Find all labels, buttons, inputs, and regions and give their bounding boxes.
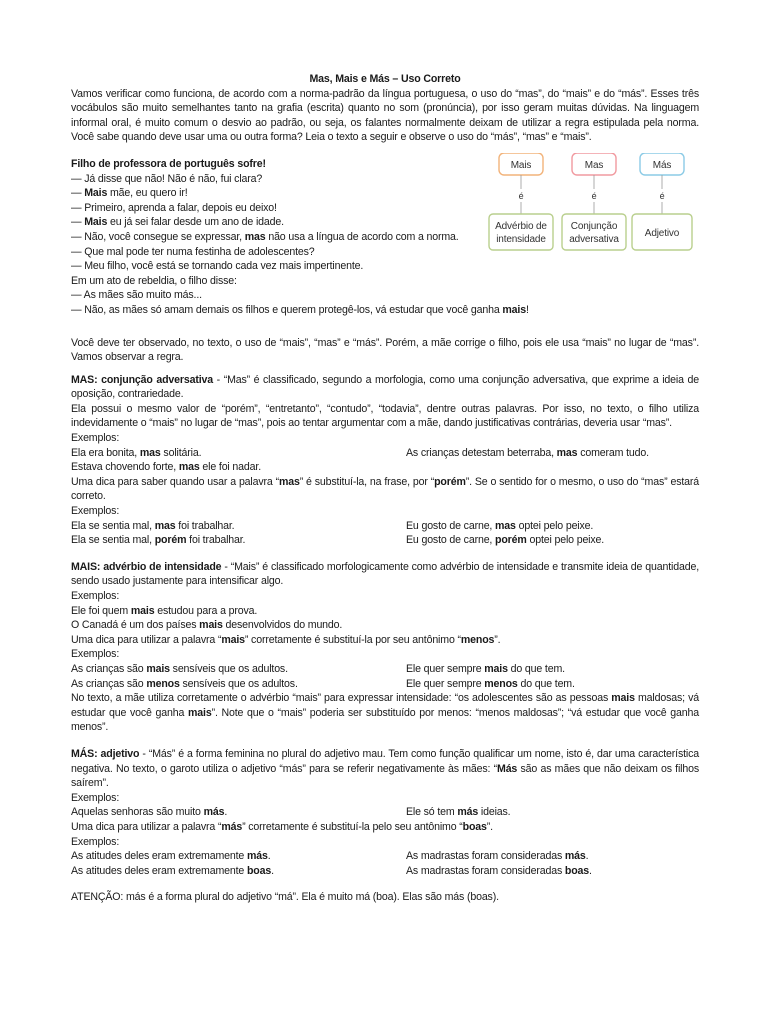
example-line: O Canadá é um dos países mais desenvolvidos do mundo. bbox=[71, 619, 343, 632]
examples-label: Exemplos: bbox=[71, 835, 120, 848]
example-row: As atitudes deles eram extremamente más. As madrastas foram consideradas más. bbox=[71, 850, 589, 863]
examples-label: Exemplos: bbox=[71, 648, 120, 661]
story-heading: Filho de professora de português sofre! bbox=[71, 157, 266, 170]
story-line: — Meu filho, você está se tornando cada vez mais impertinente. bbox=[71, 260, 364, 273]
example-row: As crianças são mais sensíveis que os adultos. Ele quer sempre mais do que tem. bbox=[71, 662, 565, 675]
examples-label: Exemplos: bbox=[71, 505, 120, 518]
examples-label: Exemplos: bbox=[71, 791, 120, 804]
story-line: — Que mal pode ter numa festinha de adolescentes? bbox=[71, 245, 315, 258]
examples-label: Exemplos: bbox=[71, 432, 120, 445]
mas-adjective-intro: MÁS: adjetivo - “Más” é a forma feminina no plural do adjetivo mau. Tem como função qualificar um nome, isto é, dar uma característica negativa. No texto, o garoto utiliza o adjetivo “más” para se referir negativamente às mães: “Más são as mães que não deixam os filhos saírem”. bbox=[71, 747, 699, 790]
observe-paragraph: Você deve ter observado, no texto, o uso de “mais”, “mas” e “más”. Porém, a mãe corrige o filho, pois ele usa “mais” no lugar de “mas”. Vamos observar a regra. bbox=[71, 336, 699, 364]
example-row: Ela se sentia mal, porém foi trabalhar. Eu gosto de carne, porém optei pelo peixe. bbox=[71, 534, 605, 547]
adjetivo-label: Adjetivo bbox=[644, 227, 680, 239]
document-page bbox=[71, 72, 699, 905]
story-section bbox=[71, 157, 699, 318]
story-line: — Primeiro, aprenda a falar, depois eu deixo! bbox=[71, 201, 277, 214]
example-row: Ela se sentia mal, mas foi trabalhar. Eu gosto de carne, mas optei pelo peixe. bbox=[71, 519, 594, 532]
example-line: Estava chovendo forte, mas ele foi nadar. bbox=[71, 461, 261, 474]
mais-verb: é bbox=[518, 190, 524, 201]
mas-section-intro: MAS: conjunção adversativa - “Mas” é classificado, segundo a morfologia, como uma conjunção adversativa, que exprime a ideia de oposição, contrariedade. bbox=[71, 373, 699, 401]
conjuncao-label-2: adversativa bbox=[569, 233, 619, 245]
mais-tip: Uma dica para utilizar a palavra “mais” corretamente é substituí-la por seu antônimo “menos”. bbox=[71, 633, 501, 646]
mas-adjective-tip: Uma dica para utilizar a palavra “más” corretamente é substituí-la pelo seu antônimo “boas”. bbox=[71, 820, 493, 833]
examples-label: Exemplos: bbox=[71, 590, 120, 602]
example-row: Aquelas senhoras são muito más. Ele só tem más ideias. bbox=[71, 806, 511, 819]
story-line: — Mais eu já sei falar desde um ano de idade. bbox=[71, 216, 284, 229]
intro-paragraph: Vamos verificar como funciona, de acordo com a norma-padrão da língua portuguesa, o uso do “mas”, do “mais” e do “más”. Esses três vocábulos são muito semelhantes tanto na grafia (escrita) quanto no som (pronúncia), por isso geram muitas dúvidas. Na linguagem informal oral, é muito comum o desvio ao padrão, ou seja, os falantes normalmente deixam de utilizar a regra estipulada pela norma. Você sabe quando deve usar uma ou outra forma? Leia o texto a seguir e observe o uso do “más”, “mas” e “mais”. bbox=[71, 87, 699, 144]
adverbio-label-2: intensidade bbox=[496, 233, 546, 245]
word-class-diagram bbox=[486, 153, 706, 263]
story-line: — Não, as mães só amam demais os filhos e querem protegê-los, vá estudar que você ganha mais! bbox=[71, 303, 529, 316]
page-title: Mas, Mais e Más – Uso Correto bbox=[309, 73, 461, 85]
example-row: As crianças são menos sensíveis que os adultos. Ele quer sempre menos do que tem. bbox=[71, 677, 575, 690]
mas-tip: Uma dica para saber quando usar a palavra “mas” é substituí-la, na frase, por “porém”. Se o sentido for o mesmo, o uso do “mas” estará correto. bbox=[71, 475, 699, 503]
example-row: Ela era bonita, mas solitária. As crianças detestam beterraba, mas comeram tudo. bbox=[71, 446, 649, 459]
mais-word: Mais bbox=[510, 159, 532, 171]
story-line: — Já disse que não! Não é não, fui clara? bbox=[71, 172, 263, 185]
mas-accent-word: Más bbox=[652, 159, 672, 171]
mais-section-conclusion: No texto, a mãe utiliza corretamente o advérbio “mais” para expressar intensidade: “os adolescentes são as pessoas mais maldosas; vá estudar que você ganha mais”. Note que o “mais” poderia ser substituído por menos: “menos maldosas”; “vá estudar que você ganha menos”. bbox=[71, 692, 699, 734]
example-row: As atitudes deles eram extremamente boas. As madrastas foram consideradas boas. bbox=[71, 864, 592, 877]
mas-accent-verb: é bbox=[659, 190, 665, 201]
mas-section-body: Ela possui o mesmo valor de “porém”, “entretanto”, “contudo”, “todavia”, dentre outras palavras. Por isso, no texto, o filho utiliza indevidamente o “mais” no lugar de “mas”, pois ao tentar argumentar com a mãe, dando justificativas contrárias, deveria usar “mas”. bbox=[71, 402, 699, 430]
story-line: Em um ato de rebeldia, o filho disse: bbox=[71, 274, 237, 287]
mais-section-intro: MAIS: advérbio de intensidade - “Mais” é classificado morfologicamente como advérbio de intensidade e transmite ideia de quantidade, sendo usado justamente para intensificar algo. bbox=[71, 560, 699, 588]
example-line: Ele foi quem mais estudou para a prova. bbox=[71, 604, 258, 617]
adverbio-label-1: Advérbio de bbox=[495, 220, 547, 232]
story-line: — Mais mãe, eu quero ir! bbox=[71, 187, 188, 200]
attention-note: ATENÇÃO: más é a forma plural do adjetivo “má”. Ela é muito má (boa). Elas são más (boas). bbox=[71, 891, 499, 904]
story-line: — Não, você consegue se expressar, mas não usa a língua de acordo com a norma. bbox=[71, 230, 459, 243]
mas-verb: é bbox=[591, 190, 597, 201]
mas-word: Mas bbox=[584, 159, 604, 171]
story-line: — As mães são muito más... bbox=[71, 289, 202, 302]
conjuncao-label-1: Conjunção bbox=[570, 220, 618, 232]
